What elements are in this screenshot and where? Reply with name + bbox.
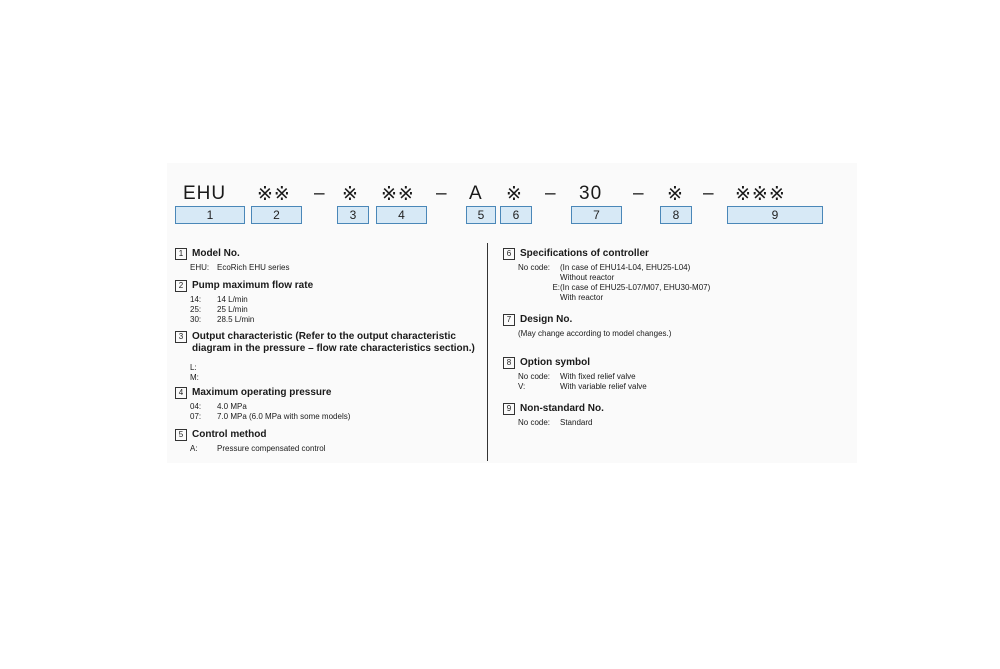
row-key: No code: [518,263,551,272]
section-design-no [503,314,671,339]
section-max-pressure [175,387,350,422]
code-index-box: 7 [571,206,622,224]
row-value: 28.5 L/min [217,315,255,324]
section-title: Option symbol [520,357,590,368]
row-value: (In case of EHU25-L07/M07, EHU30-M07) [560,283,711,292]
row-value: EcoRich EHU series [217,263,290,272]
section-number: 8 [503,357,515,369]
row-key: M: [190,373,199,382]
row-key: 07: [190,412,202,421]
code-index-box: 1 [175,206,245,224]
code-placeholder: ※※ [381,184,415,205]
row-key: L: [190,363,197,372]
row-value: 25 L/min [217,305,248,314]
row-key: V: [518,382,526,391]
row-value-note: Without reactor [560,273,615,282]
row-value: Pressure compensated control [217,444,326,453]
row-key: EHU: [190,263,210,272]
model-code-line [0,183,1000,207]
row-value: (In case of EHU14-L04, EHU25-L04) [560,263,691,272]
section-title: Model No. [192,248,240,259]
section-number: 6 [503,248,515,260]
section-title: Design No. [520,314,573,325]
code-dash: – [545,183,557,204]
row-key: 14: [190,295,202,304]
row-value: 14 L/min [217,295,248,304]
row-value: 4.0 MPa [217,402,247,411]
code-dash: – [703,183,715,204]
section-number: 9 [503,403,515,415]
code-index-box: 3 [337,206,369,224]
section-controller-spec [503,248,710,303]
code-index-box: 2 [251,206,302,224]
section-title: Maximum operating pressure [192,387,332,398]
section-title: Output characteristic (Refer to the output characteristic [192,331,456,342]
section-non-standard [503,403,604,428]
code-placeholder: ※ [506,184,523,205]
section-option-symbol [503,357,647,392]
section-number: 1 [175,248,187,260]
section-control-method [175,429,326,454]
code-letter: A [469,183,483,204]
section-number: 4 [175,387,187,399]
code-dash: – [314,183,326,204]
code-index-box: 9 [727,206,823,224]
section-pump-flow-rate [175,280,313,325]
row-value-note: With reactor [560,293,604,302]
row-value: 7.0 MPa (6.0 MPa with some models) [217,412,351,421]
section-model-no [175,248,289,273]
section-output-characteristic [175,331,475,383]
code-placeholder: ※※※ [735,184,786,205]
code-placeholder: ※ [342,184,359,205]
section-number: 2 [175,280,187,292]
section-title: Control method [192,429,267,440]
row-key: No code: [518,418,551,427]
code-index-box: 5 [466,206,496,224]
row-key: 30: [190,315,202,324]
row-value: Standard [560,418,593,427]
code-index-box: 4 [376,206,427,224]
code-placeholder: ※※ [257,184,291,205]
code-dash: – [633,183,645,204]
row-value: With fixed relief valve [560,372,636,381]
section-number: 5 [175,429,187,441]
row-value: With variable relief valve [560,382,647,391]
section-title: Pump maximum flow rate [192,280,314,291]
code-number: 30 [579,183,603,204]
section-note: (May change according to model changes.) [518,329,672,338]
code-index-box: 6 [500,206,532,224]
section-title-continued: diagram in the pressure – flow rate characteristics section.) [192,343,475,354]
row-key: 25: [190,305,202,314]
code-placeholder: ※ [667,184,684,205]
code-prefix: EHU [183,183,227,204]
section-number: 3 [175,331,187,343]
row-key: 04: [190,402,202,411]
code-dash: – [436,183,448,204]
section-number: 7 [503,314,515,326]
column-divider [487,243,488,461]
section-title: Specifications of controller [520,248,649,259]
code-index-boxes [0,206,1000,224]
row-key: E: [552,283,560,292]
code-index-box: 8 [660,206,692,224]
row-key: No code: [518,372,551,381]
section-title: Non-standard No. [520,403,604,414]
row-key: A: [190,444,198,453]
